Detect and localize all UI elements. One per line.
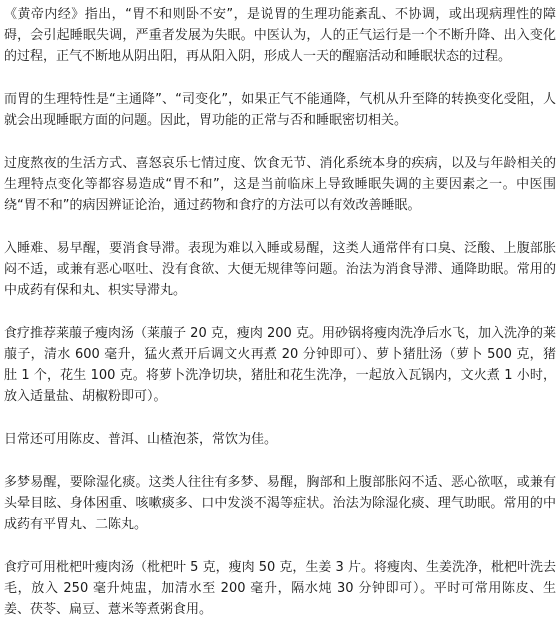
paragraph-dreamy-sleep: 多梦易醒，要除湿化痰。这类人往往有多梦、易醒，胸部和上腹部胀闷不适、恶心欲呕，或兼有头晕目眩、身体困重、咳嗽痰多、口中发淡不渴等症状。治法为除湿化痰、理气助眠。常用的中成药有平胃丸、二陈丸。 — [4, 475, 556, 532]
paragraph-causes: 过度熬夜的生活方式、喜怒哀乐七情过度、饮食无节、消化系统本身的疾病，以及与年龄相关的生理特点变化等都容易造成“胃不和”，这是当前临床上导致睡眠失调的主要因素之一。中医围绕“胃不和”的病因辨证论治，通过药物和食疗的方法可以有效改善睡眠。 — [4, 156, 556, 213]
paragraph-stomach-function: 而胃的生理特性是“主通降”、“司变化”，如果正气不能通降，气机从升至降的转换变化受阻，人就会出现睡眠方面的问题。因此，胃功能的正常与否和睡眠密切相关。 — [4, 92, 556, 128]
paragraph-diet-recipe-2: 食疗可用枇杷叶瘦肉汤（枇杷叶 5 克，瘦肉 50 克，生姜 3 片。将瘦肉、生姜洗净，枇杷叶洗去毛，放入 250 毫升炖盅，加清水至 200 毫升，隔水炖 30 分钟即可）。平时可常用陈皮、生姜、茯苓、扁豆、薏米等煮粥食用。 — [4, 560, 556, 617]
paragraph-diet-recipe-1: 食疗推荐莱菔子瘦肉汤（莱菔子 20 克，瘦肉 200 克。用砂锅将瘦肉洗净后水飞，加入洗净的莱菔子，清水 600 毫升，猛火煮开后调文火再煮 20 分钟即可）、萝卜猪肚汤（萝卜 500 克，猪肚 1 个，花生 100 克。将萝卜洗净切块，猪肚和花生洗净，一起放入瓦锅内，文火煮 1 小时，放入适量盐、胡椒粉即可）。 — [4, 326, 556, 404]
paragraph-daily-tea: 日常还可用陈皮、普洱、山楂泡茶，常饮为佳。 — [4, 432, 278, 447]
paragraph-hard-to-sleep: 入睡难、易早醒，要消食导滞。表现为难以入睡或易醒，这类人通常伴有口臭、泛酸、上腹部胀闷不适，或兼有恶心呕吐、没有食欲、大便无规律等问题。治法为消食导滞、通降助眠。常用的中成药有保和丸、枳实导滞丸。 — [4, 241, 556, 298]
paragraph-intro: 《黄帝内经》指出，“胃不和则卧不安”，是说胃的生理功能紊乱、不协调，或出现病理性的障碍，会引起睡眠失调，严重者发展为失眠。中医认为，人的正气运行是一个不断升降、出入变化的过程，正气不断地从阴出阳，再从阳入阴，形成人一天的醒寤活动和睡眠状态的过程。 — [4, 7, 556, 64]
